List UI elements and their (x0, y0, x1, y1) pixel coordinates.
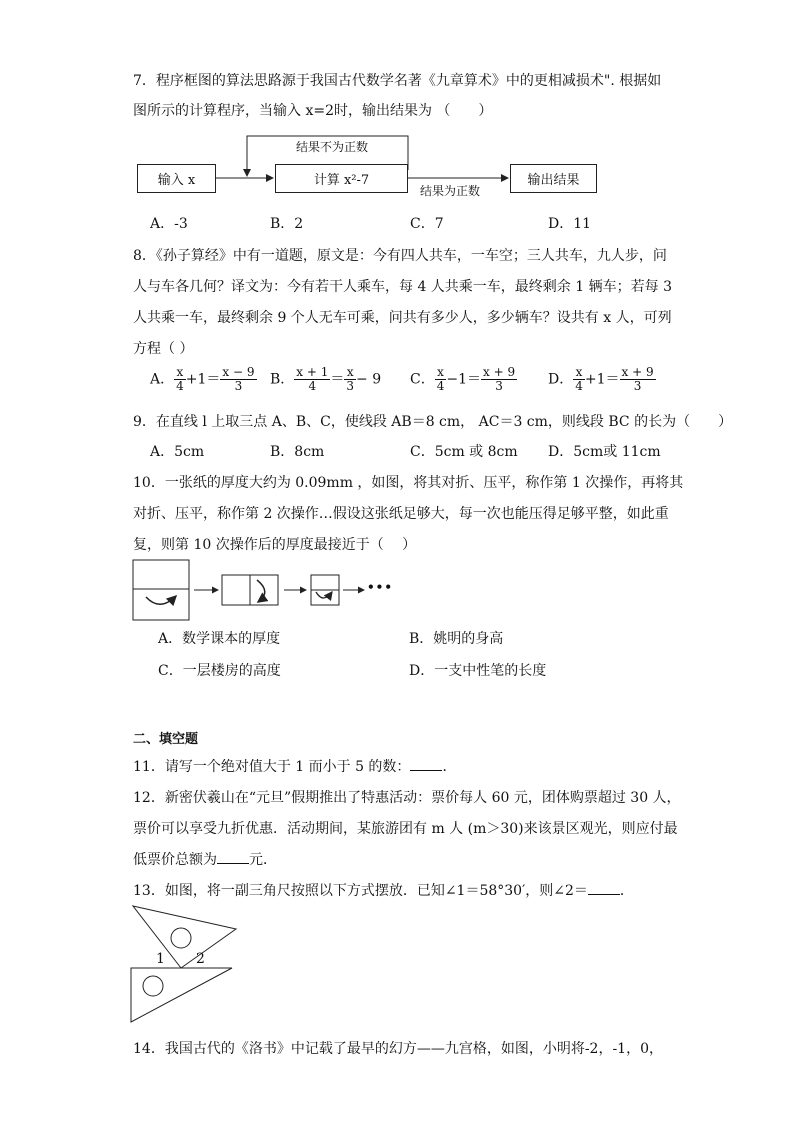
q9-option-c[interactable]: C．5cm 或 8cm (410, 444, 518, 460)
q9-option-d[interactable]: D．5cm或 11cm (548, 444, 661, 460)
q11-answer-blank[interactable] (410, 758, 442, 771)
q8-line1: 8．《孙子算经》中有一道题，原文是：今有四人共车，一车空；三人共车，九人步，问 (133, 248, 667, 264)
q11-line: 11．请写一个绝对值大于 1 而小于 5 的数： ． (133, 759, 457, 775)
q13-line: 13．如图，将一副三角尺按照以下方式摆放．已知∠1＝58°30′，则∠2＝ ． (133, 883, 634, 899)
q7-line1: 7．程序框图的算法思路源于我国古代数学名著《九章算术》中的更相减损术". 根据如 (133, 73, 662, 89)
q8-line2: 人与车各几何？译文为：今有若干人乘车，每 4 人共乘一车，最终剩余 1 辆车；若每 3 (133, 279, 672, 295)
section-title: 二、填空题 (133, 732, 199, 747)
q7-option-b[interactable]: B．2 (270, 216, 304, 232)
q10-option-c[interactable]: C．一层楼房的高度 (158, 663, 281, 679)
q7-option-c[interactable]: C．7 (410, 216, 444, 232)
q13-answer-blank[interactable] (588, 882, 620, 895)
q7-option-a[interactable]: A．-3 (150, 216, 188, 232)
q8-line3: 人共乘一车，最终剩余 9 个人无车可乘，问共有多少人，多少辆车？设共有 x 人，可列 (133, 310, 672, 326)
q12-line2: 票价可以享受九折优惠．活动期间，某旅游团有 m 人 (m＞30)来该景区观光，则应付最 (133, 821, 678, 837)
q12-line3: 低票价总额为 元． (133, 852, 277, 868)
flow-output-box: 输出结果 (510, 164, 597, 193)
q10-option-d[interactable]: D．一支中性笔的长度 (409, 663, 547, 679)
angle-2-label: 2 (196, 951, 205, 967)
q8-option-d[interactable]: D． $\frac{x}{4}$ +1＝ $\frac{x + 9}{3}$ (548, 365, 654, 393)
q7-line2: 图所示的计算程序，当输入 x=2时，输出结果为 （ ） (133, 103, 493, 119)
q7-option-d[interactable]: D．11 (548, 216, 592, 232)
flow-input-box: 输入 x (137, 164, 216, 193)
flow-loop-label: 结果不为正数 (296, 140, 369, 154)
q12-line1: 12．新密伏羲山在“元旦”假期推出了特惠活动：票价每人 60 元，团体购票超过 30 人， (133, 790, 681, 806)
angle-1-label: 1 (156, 951, 165, 967)
q8-option-b[interactable]: B． $\frac{x + 1}{4}$ ＝ $\frac{x}{3}$ − 9 (270, 365, 382, 393)
q10-line3: 复，则第 10 次操作后的厚度最接近于（ ） (133, 537, 417, 553)
q9-option-b[interactable]: B．8cm (270, 444, 325, 460)
q10-line1: 10．一张纸的厚度大约为 0.09mm ，如图，将其对折、压平，称作第 1 次操作，再将其 (133, 475, 684, 491)
flow-exit-label: 结果为正数 (420, 184, 481, 198)
q9-option-a[interactable]: A．5cm (150, 444, 205, 460)
q9-line1: 9．在直线 l 上取三点 A、B、C，使线段 AB＝8 cm， AC＝3 cm，则线段 BC 的长为（ ） (133, 414, 733, 430)
q10-line2: 对折、压平，称作第 2 次操作…假设这张纸足够大，每一次也能压得足够平整，如此重 (133, 506, 669, 522)
q8-option-c[interactable]: C． $\frac{x}{4}$ −1＝ $\frac{x + 9}{3}$ (410, 365, 516, 393)
q14-line1: 14．我国古代的《洛书》中记载了最早的幻方——九宫格，如图，小明将-2，-1，0， (133, 1041, 663, 1057)
q10-option-a[interactable]: A．数学课本的厚度 (158, 631, 281, 647)
q12-answer-blank[interactable] (217, 851, 249, 864)
q8-line4: 方程（ ） (133, 341, 194, 357)
q8-option-a[interactable]: A． $\frac{x}{4}$ +1＝ $\frac{x - 9}{3}$ (150, 365, 255, 393)
q10-option-b[interactable]: B．姚明的身高 (409, 631, 504, 647)
fold-ellipsis: ••• (367, 580, 394, 594)
flow-compute-box: 计算 x²-7 (275, 164, 408, 193)
